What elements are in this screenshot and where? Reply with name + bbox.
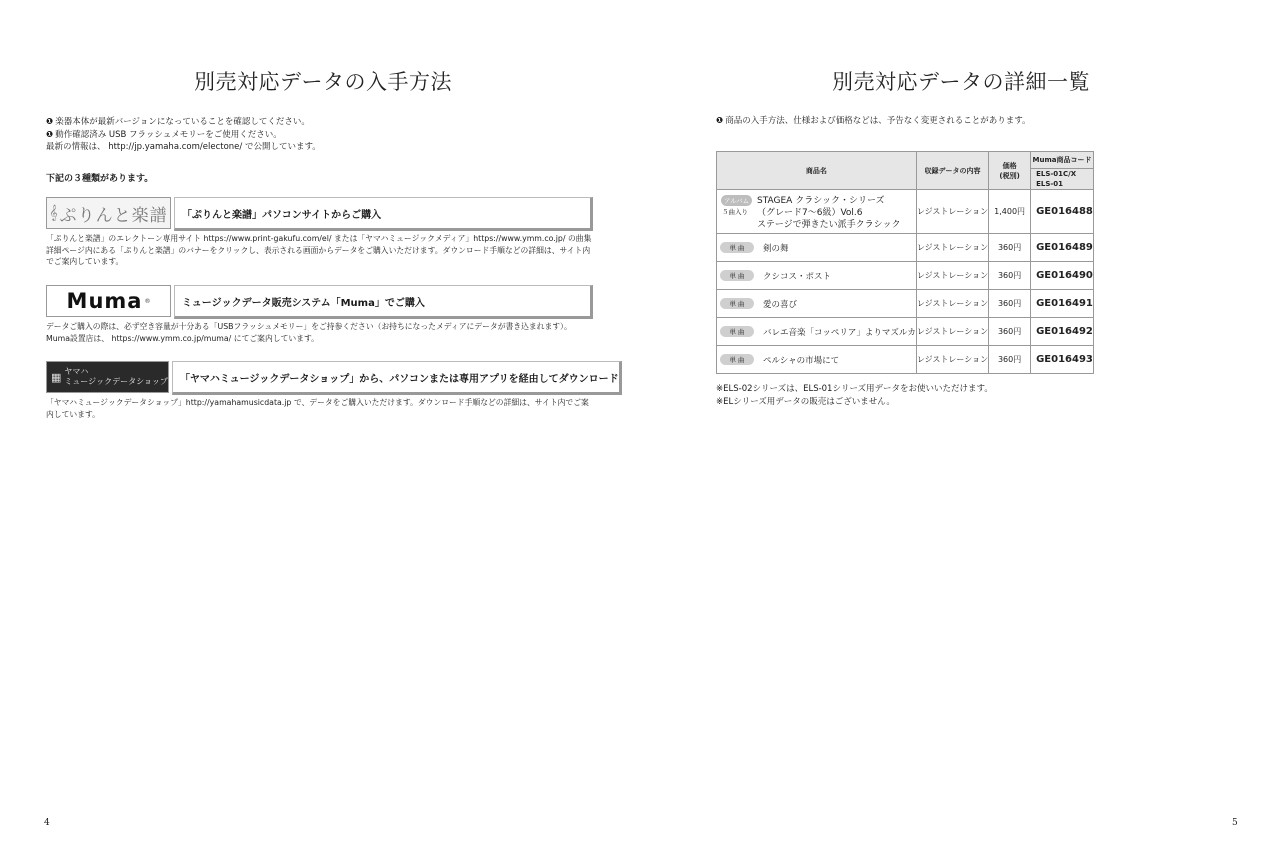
source-description: 「ぷりんと楽譜」のエレクトーン専用サイト https://www.print-gakufu.com/el/ または「ヤマハミュージックメディア」https://www.ymm.co.jp/ の曲集詳細ページ内にある「ぷりんと楽譜」のバナーをクリックし、表示される画面からデータをご購入いただけます。ダウンロード手順などの詳細は、サイト内でご案内しています。 [46, 234, 592, 266]
code-cell: GE016491 [1031, 290, 1094, 318]
source-label: 「ヤマハミュージックデータショップ」から、パソコンまたは専用アプリを経由してダウンロード [172, 361, 622, 395]
note-text: 商品の入手方法、仕様および価格などは、予告なく変更されることがあります。 [725, 116, 1031, 126]
music-note-icon: 𝄞 [49, 205, 58, 221]
page-number: 4 [44, 818, 50, 828]
note-item [46, 141, 321, 154]
logo-text: Muma [66, 289, 143, 313]
yamaha-music-data-shop-logo [46, 361, 169, 393]
album-title-line: （グレード7〜6級）Vol.6 [757, 208, 863, 218]
alert-icon: ❶ [716, 116, 724, 126]
logo-text: ぷりんと楽譜 [59, 205, 168, 226]
data-cell: レジストレーション [916, 318, 988, 346]
note-item [46, 116, 321, 129]
footnotes [716, 383, 993, 409]
single-tag: 単 曲 [720, 270, 754, 281]
data-cell: レジストレーション [916, 290, 988, 318]
source-yamaha-music-data-shop [46, 361, 619, 420]
table-row [717, 190, 1094, 234]
song-title: ペルシャの市場にて [763, 355, 840, 366]
price-cell: 360円 [989, 318, 1031, 346]
price-cell: 1,400円 [989, 190, 1031, 234]
code-cell: GE016488 [1031, 190, 1094, 234]
note-text: 楽器本体が最新バージョンになっていることを確認してください。 [55, 117, 310, 127]
code-cell: GE016493 [1031, 346, 1094, 374]
header-code: Muma商品コード [1031, 152, 1094, 169]
model-name: ELS-01C/X [1036, 170, 1077, 178]
note-text: 最新の情報は、 http://jp.yamaha.com/electone/ で公開しています。 [46, 142, 321, 152]
code-cell: GE016492 [1031, 318, 1094, 346]
registered-icon: ® [144, 297, 151, 305]
logo-text: ミュージックデータショップ [64, 377, 168, 386]
data-cell: レジストレーション [916, 346, 988, 374]
header-price-label: 価格 [1002, 161, 1017, 170]
note-item [46, 129, 321, 142]
data-cell: レジストレーション [916, 234, 988, 262]
price-cell: 360円 [989, 290, 1031, 318]
single-tag: 単 曲 [720, 354, 754, 365]
right-note [716, 114, 1031, 126]
price-cell: 360円 [989, 262, 1031, 290]
note-text: 動作確認済み USB フラッシュメモリーをご使用ください。 [55, 129, 282, 140]
table-row [717, 234, 1094, 262]
source-label: 「ぷりんと楽譜」パソコンサイトからご購入 [174, 197, 593, 231]
album-title-line: ステージで弾きたい派手クラシック [757, 220, 901, 230]
data-cell: レジストレーション [916, 262, 988, 290]
right-page-title: 別売対応データの詳細一覧 [832, 70, 1090, 94]
detail-table [716, 151, 1094, 374]
source-description: 「ヤマハミュージックデータショップ」http://yamahamusicdata.jp で、データをご購入いただけます。ダウンロード手順などの詳細は、サイト内でご案内しています。 [46, 398, 589, 419]
print-gakufu-logo [46, 197, 171, 229]
source-muma [46, 285, 593, 344]
right-page [640, 0, 1280, 853]
logo-text: ヤマハ [64, 367, 89, 376]
header-name: 商品名 [717, 152, 917, 190]
source-print-gakufu [46, 197, 593, 268]
song-title: 剣の舞 [763, 243, 789, 254]
footnote: ※ELS-02シリーズは、ELS-01シリーズ用データをお使いいただけます。 [716, 384, 993, 394]
album-title [757, 195, 900, 231]
alert-icon: ❶ [46, 129, 54, 140]
footnote: ※ELシリーズ用データの販売はございません。 [716, 397, 895, 407]
single-tag: 単 曲 [720, 242, 754, 253]
song-title: クシコス・ポスト [763, 271, 832, 282]
page-number: 5 [1232, 818, 1238, 828]
single-tag: 単 曲 [720, 326, 754, 337]
table-row [717, 318, 1094, 346]
song-title: 愛の喜び [763, 299, 798, 310]
table-row [717, 262, 1094, 290]
song-title: バレエ音楽「コッペリア」よりマズルカ [763, 327, 916, 338]
notes-list [46, 116, 321, 154]
album-title-line: STAGEA クラシック・シリーズ [757, 196, 885, 206]
price-cell: 360円 [989, 346, 1031, 374]
price-cell: 360円 [989, 234, 1031, 262]
source-description: データご購入の際は、必ず空き容量が十分ある「USBフラッシュメモリー」をご持参ください（お持ちになったメディアにデータが書き込まれます）。Muma設置店は、 https://www.ymm.co.jp/muma/ にてご案内しています。 [46, 322, 572, 343]
album-tag: アルバム [721, 195, 752, 206]
intro-text: 下記の３種類があります。 [46, 174, 154, 184]
data-cell: レジストレーション [916, 190, 988, 234]
table-row [717, 346, 1094, 374]
alert-icon: ❶ [46, 117, 54, 127]
muma-logo [46, 285, 171, 317]
header-price-tax: (税別) [999, 171, 1020, 180]
code-cell: GE016490 [1031, 262, 1094, 290]
single-tag: 単 曲 [720, 298, 754, 309]
source-label: ミュージックデータ販売システム「Muma」でご購入 [174, 285, 593, 319]
code-cell: GE016489 [1031, 234, 1094, 262]
table-row [717, 290, 1094, 318]
left-page-title: 別売対応データの入手方法 [194, 70, 452, 94]
model-name: ELS-01 [1036, 180, 1064, 188]
header-data: 収録データの内容 [916, 152, 988, 190]
header-price [989, 152, 1031, 190]
song-count: ５曲入り [722, 208, 748, 216]
header-code-models [1031, 169, 1094, 190]
equalizer-icon: ▦ [51, 370, 62, 384]
